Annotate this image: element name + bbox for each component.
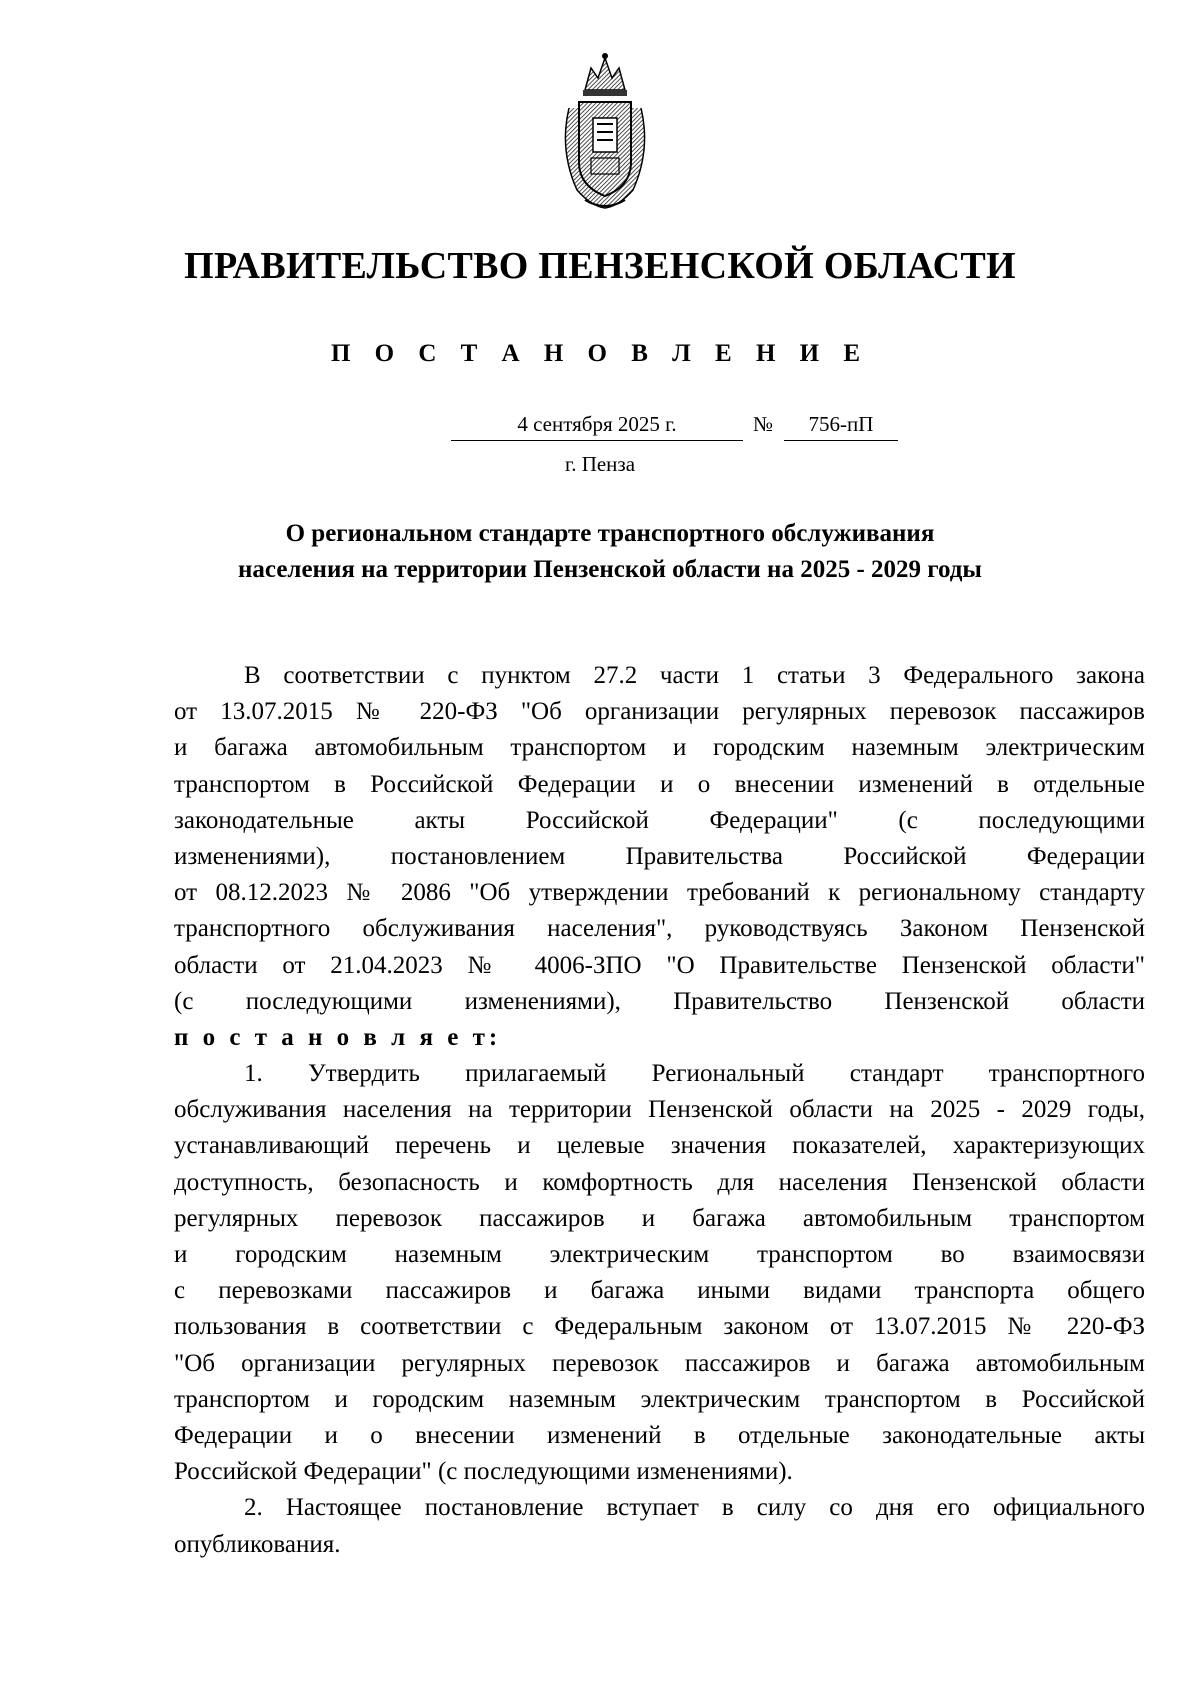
text-line: от 13.07.2015 № 220-ФЗ "Об организации регулярных перевозок пассажиров <box>174 698 1145 726</box>
text-line: обслуживания населения на территории Пензенской области на 2025 - 2029 годы, <box>174 1096 1145 1124</box>
preamble-paragraph <box>174 658 1145 1056</box>
text-line: и багажа автомобильным транспортом и городским наземным электрическим <box>174 734 1145 762</box>
coat-of-arms-icon <box>555 50 655 210</box>
text-line: транспортного обслуживания населения", руководствуясь Законом Пензенской <box>174 915 1145 943</box>
document-subject <box>160 516 1060 588</box>
text-line: "Об организации регулярных перевозок пассажиров и багажа автомобильным <box>174 1349 1145 1377</box>
text-line: транспортом в Российской Федерации и о внесении изменений в отдельные <box>174 770 1145 798</box>
city: г. Пенза <box>564 452 636 476</box>
text-line: (с последующими изменениями), Правительство Пензенской области <box>174 987 1145 1015</box>
text-line: законодательные акты Российской Федерации" (с последующими <box>174 806 1145 834</box>
text-line: опубликования. <box>174 1530 341 1558</box>
text-line: регулярных перевозок пассажиров и багажа автомобильным транспортом <box>174 1204 1145 1232</box>
text-line: области от 21.04.2023 № 4006-ЗПО "О Правительстве Пензенской области" <box>174 951 1145 979</box>
document-date: 4 сентября 2025 г. <box>451 412 743 441</box>
text-line: и городским наземным электрическим транспортом во взаимосвязи <box>174 1241 1145 1268</box>
subject-line: О региональном стандарте транспортного обслуживания <box>285 520 935 547</box>
text-line: Федерации и о внесении изменений в отдельные законодательные акты <box>174 1421 1145 1449</box>
text-line: с перевозками пассажиров и багажа иными видами транспорта общего <box>174 1277 1145 1305</box>
subject-line: населения на территории Пензенской области на 2025 - 2029 годы <box>238 556 982 583</box>
document-type: П О С Т А Н О В Л Е Н И Е <box>330 340 870 367</box>
item-2-paragraph <box>174 1490 1145 1562</box>
text-line: транспортом и городским наземным электрическим транспортом в Российской <box>174 1385 1145 1413</box>
resolves-word: п о с т а н о в л я е т: <box>174 1023 502 1051</box>
text-line: изменениями), постановлением Правительства Российской Федерации <box>174 842 1145 870</box>
document-body <box>174 658 1145 1563</box>
number-sign: № <box>753 412 774 436</box>
document-number: 756-пП <box>784 412 898 441</box>
text-line: от 08.12.2023 № 2086 "Об утверждении требований к региональному стандарту <box>174 879 1145 907</box>
organization-title: ПРАВИТЕЛЬСТВО ПЕНЗЕНСКОЙ ОБЛАСТИ <box>184 245 1016 287</box>
text-line: устанавливающий перечень и целевые значения показателей, характеризующих <box>174 1132 1145 1160</box>
text-line: В соответствии с пунктом 27.2 части 1 статьи 3 Федерального закона <box>244 662 1145 689</box>
item-1-paragraph <box>174 1056 1145 1490</box>
text-line: 1. Утвердить прилагаемый Региональный стандарт транспортного <box>244 1060 1145 1088</box>
text-line: Российской Федерации" (с последующими изменениями). <box>174 1458 793 1486</box>
text-line: 2. Настоящее постановление вступает в силу со дня его официального <box>244 1494 1145 1522</box>
text-line: пользования в соответствии с Федеральным законом от 13.07.2015 № 220-ФЗ <box>174 1313 1145 1341</box>
text-line: доступность, безопасность и комфортность для населения Пензенской области <box>174 1168 1145 1196</box>
